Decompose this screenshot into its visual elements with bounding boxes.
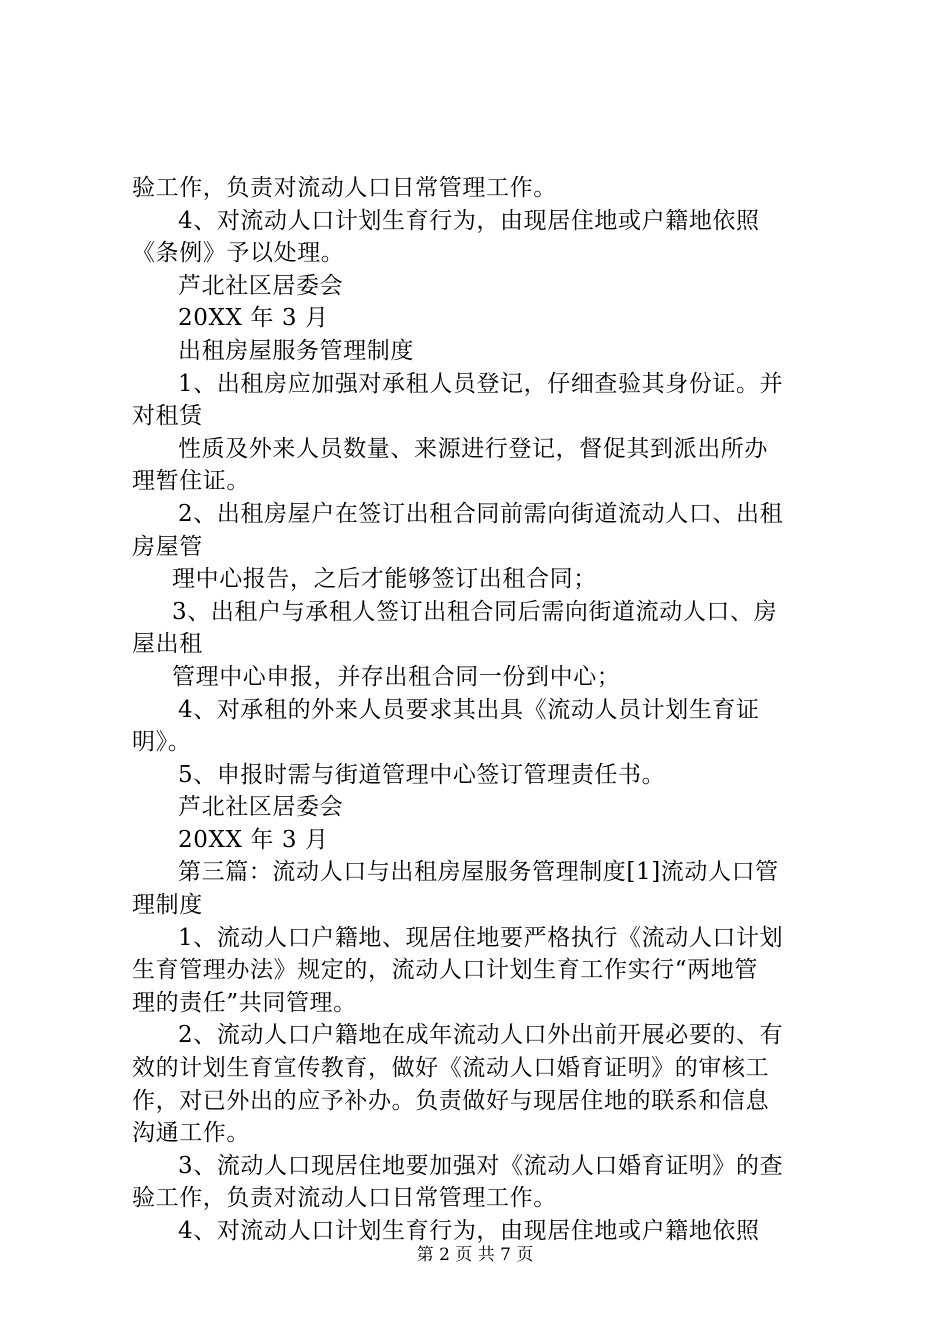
text-line: 《条例》予以处理。 — [132, 240, 345, 267]
text-line: 对租赁 — [132, 403, 203, 430]
text-line: 沟通工作。 — [132, 1120, 250, 1147]
text-line: 验工作，负责对流动人口日常管理工作。 — [132, 1185, 557, 1212]
text-line: 4、对流动人口计划生育行为，由现居住地或户籍地依照 — [178, 207, 760, 234]
signature-date: 20XX 年 3 月 — [178, 826, 329, 853]
text-line: 理的责任”共同管理。 — [132, 989, 357, 1016]
text-line: 明》。 — [132, 729, 192, 756]
text-line: 效的计划生育宣传教育，做好《流动人口婚育证明》的审核工 — [132, 1055, 770, 1082]
text-line: 生育管理办法》规定的，流动人口计划生育工作实行“两地管 — [132, 957, 758, 984]
chapter-heading: 第三篇：流动人口与出租房屋服务管理制度[1]流动人口管 — [178, 859, 779, 886]
section-title: 出租房屋服务管理制度 — [178, 337, 414, 364]
text-line: 房屋管 — [132, 533, 203, 560]
text-line: 3、出租户与承租人签订出租合同后需向街道流动人口、房 — [172, 598, 778, 625]
document-body — [132, 172, 832, 1248]
text-line: 3、流动人口现居住地要加强对《流动人口婚育证明》的查 — [178, 1152, 784, 1179]
text-line: 理暂住证。 — [132, 468, 250, 495]
text-line: 5、申报时需与街道管理中心签订管理责任书。 — [178, 761, 666, 788]
text-line: 验工作，负责对流动人口日常管理工作。 — [132, 175, 557, 201]
text-line: 2、流动人口户籍地在成年流动人口外出前开展必要的、有 — [178, 1022, 784, 1049]
text-line: 作，对已外出的应予补办。负责做好与现居住地的联系和信息 — [132, 1087, 770, 1114]
text-line: 2、出租房屋户在签订出租合同前需向街道流动人口、出租 — [178, 500, 784, 527]
text-line: 管理中心申报，并存出租合同一份到中心； — [172, 663, 621, 690]
signature-org: 芦北社区居委会 — [178, 272, 344, 299]
text-line: 理制度 — [132, 892, 203, 919]
page-number: 第 2 页 共 7 页 — [416, 1245, 534, 1265]
signature-org: 芦北社区居委会 — [178, 794, 344, 821]
text-line: 4、对承租的外来人员要求其出具《流动人员计划生育证 — [178, 696, 760, 723]
signature-date: 20XX 年 3 月 — [178, 305, 329, 332]
text-line: 屋出租 — [132, 631, 203, 658]
text-line: 4、对流动人口计划生育行为，由现居住地或户籍地依照 — [178, 1218, 760, 1244]
text-line: 1、出租房应加强对承租人员登记，仔细查验其身份证。并 — [178, 370, 784, 397]
text-line: 1、流动人口户籍地、现居住地要严格执行《流动人口计划 — [178, 924, 784, 951]
text-line: 理中心报告，之后才能够签订出租合同； — [172, 566, 597, 593]
text-line: 性质及外来人员数量、来源进行登记，督促其到派出所办 — [178, 435, 768, 462]
